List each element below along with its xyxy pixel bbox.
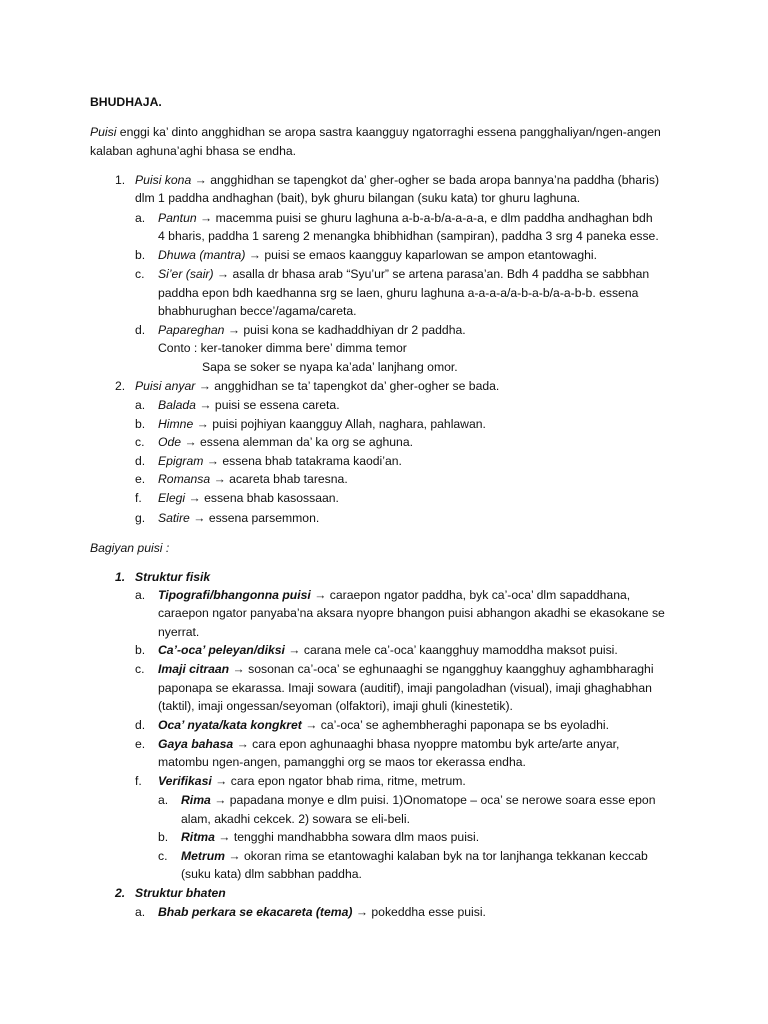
arrow-icon: → [198, 379, 211, 393]
tipografi-line-1: Tipografi/bhangonna puisi → caraepon ngator paddha, byk ca’-oca’ dlm sapaddhana, [158, 588, 631, 602]
arrow-icon: → [228, 849, 241, 863]
list-marker: a. [135, 398, 146, 412]
imaji-line-3: (taktil), imaji ongessan/seyoman (olfaktori), imaji ghuli (kinestetik). [158, 699, 513, 713]
imaji-line-2: paponapa se ekarassa. Imaji sowara (auditif), imaji pangoladhan (visual), imaji ghaghabhan [158, 681, 652, 695]
arrow-icon: → [188, 491, 201, 505]
list-marker: 2. [115, 379, 126, 393]
papareghan-line: Papareghan → puisi kona se kadhaddhiyan dr 2 paddha. [158, 323, 466, 337]
list-item: Elegi → essena bhab kasossaan. [158, 491, 339, 505]
tipografi-line-2: caraepon ngator panyaba’na aksara nyopre bhangon puisi abhangon akadhi se ekasokane se [158, 606, 665, 620]
list-marker: c. [135, 267, 145, 281]
arrow-icon: → [248, 248, 261, 262]
arrow-icon: → [196, 417, 209, 431]
sier-line-3: bhabhurughan becce’/agama/careta. [158, 304, 357, 318]
list-marker: a. [135, 211, 146, 225]
list-marker: b. [135, 248, 146, 262]
ritma-line: Ritma → tengghi mandhabbha sowara dlm maos puisi. [181, 830, 480, 844]
list-marker: f. [135, 491, 142, 505]
arrow-icon: → [199, 398, 212, 412]
intro-line-2: kalaban aghuna’aghi bhasa se endha. [90, 144, 297, 158]
arrow-icon: → [215, 774, 228, 788]
tipografi-line-3: nyerrat. [158, 625, 200, 639]
list-marker: f. [135, 774, 142, 788]
arrow-icon: → [314, 588, 327, 602]
list-item: Ode → essena alemman da’ ka org se aghuna. [158, 435, 413, 449]
list-marker: c. [158, 849, 168, 863]
arrow-icon: → [236, 737, 249, 751]
arrow-icon: → [200, 211, 213, 225]
list-marker: d. [135, 454, 146, 468]
conto-line-2: Sapa se soker se nyapa ka’ada’ lanjhang omor. [202, 360, 458, 374]
arrow-icon: → [305, 718, 318, 732]
arrow-icon: → [232, 662, 245, 676]
list-marker: a. [135, 588, 146, 602]
arrow-icon: → [288, 643, 301, 657]
arrow-icon: → [218, 830, 231, 844]
list-item: Balada → puisi se essena careta. [158, 398, 340, 412]
arrow-icon: → [194, 173, 207, 187]
list-marker: g. [135, 511, 146, 525]
list-item: Himne → puisi pojhiyan kaangguy Allah, naghara, pahlawan. [158, 417, 486, 431]
list-marker: c. [135, 662, 145, 676]
conto-line-1: Conto : ker-tanoker dimma bere’ dimma temor [158, 341, 407, 355]
arrow-icon: → [216, 267, 230, 281]
list-marker: a. [158, 793, 169, 807]
list-marker: 1. [115, 570, 126, 584]
sier-line-2: paddha epon bdh kaedhanna srg se laen, ghuru laghuna a-a-a-a/a-b-a-b/a-a-b-b. essena [158, 286, 639, 300]
doc-title: BHUDHAJA. [90, 95, 162, 109]
metrum-line-2: (suku kata) dlm sabbhan paddha. [181, 867, 362, 881]
list-item: Satire → essena parsemmon. [158, 511, 320, 525]
imaji-line-1: Imaji citraan → sosonan ca’-oca’ se eghunaaghi se ngangghuy kaangghuy aghambharaghi [158, 662, 654, 676]
list-marker: d. [135, 323, 146, 337]
intro-term: Puisi [90, 125, 117, 139]
dhuwa-line: Dhuwa (mantra) → puisi se emaos kaangguy kaparlowan se ampon etantowaghi. [158, 248, 598, 262]
arrow-icon: → [193, 511, 206, 525]
list-marker: e. [135, 737, 146, 751]
arrow-icon: → [227, 323, 240, 337]
arrow-icon: → [214, 793, 227, 807]
rima-line-1: Rima → papadana monye e dlm puisi. 1)Onomatope – oca’ se nerowe soara esse epon [181, 793, 656, 807]
section-heading-bagiyan: Bagiyan puisi : [90, 541, 170, 555]
pantun-line-2: 4 bharis, paddha 1 sareng 2 menangka bhibhidhan (sampiran), paddha 3 srg 4 paneka esse. [158, 229, 659, 243]
list-item: Epigram → essena bhab tatakrama kaodi’an. [158, 454, 402, 468]
list-marker: 2. [115, 886, 126, 900]
list-item: Romansa → acareta bhab taresna. [158, 472, 348, 486]
verifikasi-line: Verifikasi → cara epon ngator bhab rima, ritme, metrum. [158, 774, 466, 788]
gaya-bahasa-line-1: Gaya bahasa → cara epon aghunaaghi bhasa nyoppre matombu byk arte/arte anyar, [158, 737, 620, 751]
list-marker: c. [135, 435, 145, 449]
kongkret-line: Oca’ nyata/kata kongkret → ca’-oca’ se aghembheraghi paponapa se bs eyoladhi. [158, 718, 609, 732]
arrow-icon: → [206, 454, 219, 468]
arrow-icon: → [213, 472, 226, 486]
arrow-icon: → [184, 435, 197, 449]
puisi-anyar-line: Puisi anyar → angghidhan se ta’ tapengkot da’ gher-ogher se bada. [135, 379, 500, 393]
gaya-bahasa-line-2: matombu ngen-angen, pamangghi org se maos tor ekerassa endha. [158, 755, 526, 769]
list-marker: b. [135, 643, 146, 657]
diksi-line: Ca’-oca’ peleyan/diksi → carana mele ca’-oca’ kaangghuy mamoddha maksot puisi. [158, 643, 618, 657]
intro-line-1: Puisi enggi ka’ dinto angghidhan se aropa sastra kaangguy ngatorraghi essena pangghaliyan/ngen-angen [90, 125, 661, 139]
struktur-fisik-heading: Struktur fisik [135, 570, 211, 584]
struktur-bhaten-heading: Struktur bhaten [135, 886, 226, 900]
list-marker: b. [135, 417, 146, 431]
sier-line-1: Si’er (sair) → asalla dr bhasa arab “Syu’ur” se artena parasa’an. Bdh 4 paddha se sabbhan [158, 267, 650, 281]
arrow-icon: → [355, 905, 369, 919]
list-marker: d. [135, 718, 146, 732]
rima-line-2: alam, akadhi cekcek. 2) sowara se eli-beli. [181, 812, 410, 826]
tema-line: Bhab perkara se ekacareta (tema) → pokeddha esse puisi. [158, 905, 486, 919]
puisi-kona-line-1: Puisi kona → angghidhan se tapengkot da’ gher-ogher se bada aropa bannya’na paddha (bharis) [135, 173, 659, 187]
list-marker: a. [135, 905, 146, 919]
metrum-line-1: Metrum → okoran rima se etantowaghi kalaban byk na tor lanjhanga tekkanan keccab [181, 849, 648, 863]
pantun-line-1: Pantun → macemma puisi se ghuru laghuna a-b-a-b/a-a-a-a, e dlm paddha andhaghan bdh [158, 211, 653, 225]
list-marker: e. [135, 472, 146, 486]
puisi-kona-line-2: dlm 1 paddha andhaghan (bait), byk ghuru bilangan (suku kata) tor ghuru laghuna. [135, 191, 581, 205]
list-marker: b. [158, 830, 169, 844]
list-marker: 1. [115, 173, 126, 187]
